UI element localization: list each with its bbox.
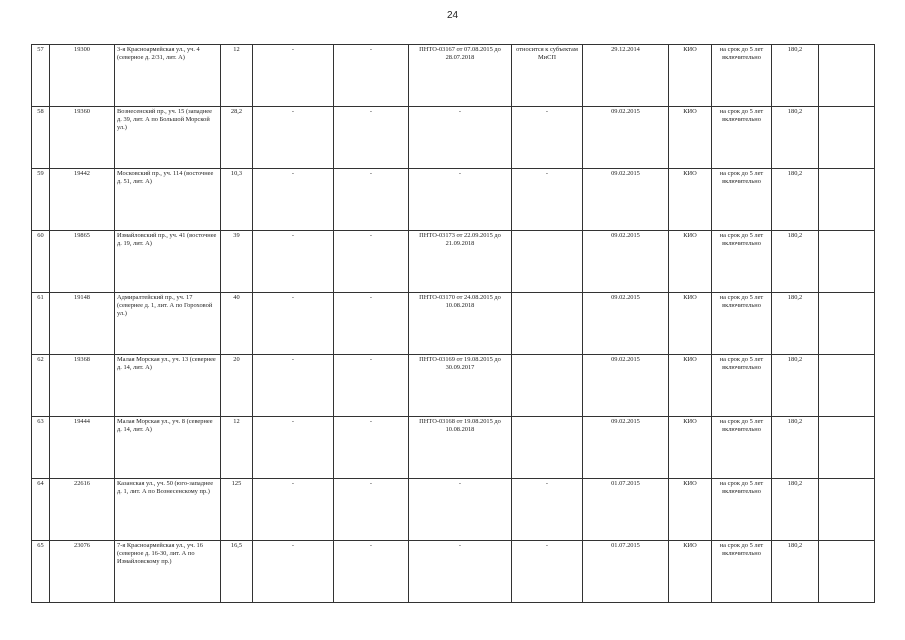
- term-cell: на срок до 5 лет включительно: [712, 355, 772, 417]
- row-number-cell: 64: [32, 479, 50, 541]
- column-8-cell: -: [512, 169, 583, 231]
- date-cell: 09.02.2015: [583, 293, 669, 355]
- term-cell: на срок до 5 лет включительно: [712, 169, 772, 231]
- table-row: [32, 293, 875, 355]
- date-cell: 09.02.2015: [583, 107, 669, 169]
- address-cell: Казанская ул., уч. 50 (юго-западнее д. 1, лит. А по Вознесенскому пр.): [115, 479, 221, 541]
- column-5-cell: -: [253, 355, 334, 417]
- area-cell: 39: [221, 231, 253, 293]
- organization-cell: КИО: [669, 541, 712, 603]
- term-cell: на срок до 5 лет включительно: [712, 45, 772, 107]
- organization-cell: КИО: [669, 355, 712, 417]
- column-12-cell: 180,2: [772, 169, 819, 231]
- area-cell: 10,3: [221, 169, 253, 231]
- column-5-cell: -: [253, 45, 334, 107]
- column-5-cell: -: [253, 541, 334, 603]
- column-6-cell: -: [334, 417, 409, 479]
- document-table: [31, 44, 875, 603]
- table-row: [32, 541, 875, 603]
- row-number-cell: 61: [32, 293, 50, 355]
- column-8-cell: -: [512, 541, 583, 603]
- organization-cell: КИО: [669, 107, 712, 169]
- address-cell: Измайловский пр., уч. 41 (восточнее д. 19, лит. А): [115, 231, 221, 293]
- address-cell: Московский пр., уч. 114 (восточнее д. 51, лит. А): [115, 169, 221, 231]
- table-row: [32, 169, 875, 231]
- column-5-cell: -: [253, 293, 334, 355]
- column-5-cell: -: [253, 169, 334, 231]
- column-5-cell: -: [253, 231, 334, 293]
- date-cell: 29.12.2014: [583, 45, 669, 107]
- date-cell: 01.07.2015: [583, 479, 669, 541]
- term-cell: на срок до 5 лет включительно: [712, 417, 772, 479]
- object-id-cell: 23076: [50, 541, 115, 603]
- row-number-cell: 63: [32, 417, 50, 479]
- column-13-cell: [819, 169, 875, 231]
- term-cell: на срок до 5 лет включительно: [712, 479, 772, 541]
- document-cell: ПНТО-03169 от 19.08.2015 до 30.09.2017: [409, 355, 512, 417]
- column-6-cell: -: [334, 231, 409, 293]
- organization-cell: КИО: [669, 169, 712, 231]
- organization-cell: КИО: [669, 231, 712, 293]
- object-id-cell: 19368: [50, 355, 115, 417]
- date-cell: 09.02.2015: [583, 355, 669, 417]
- table-row: [32, 231, 875, 293]
- column-8-cell: [512, 231, 583, 293]
- object-id-cell: 22616: [50, 479, 115, 541]
- document-cell: ПНТО-03167 от 07.08.2015 до 28.07.2018: [409, 45, 512, 107]
- column-6-cell: -: [334, 479, 409, 541]
- row-number-cell: 57: [32, 45, 50, 107]
- column-8-cell: [512, 293, 583, 355]
- column-5-cell: -: [253, 417, 334, 479]
- row-number-cell: 65: [32, 541, 50, 603]
- area-cell: 40: [221, 293, 253, 355]
- organization-cell: КИО: [669, 293, 712, 355]
- column-12-cell: 180,2: [772, 417, 819, 479]
- table-row: [32, 45, 875, 107]
- term-cell: на срок до 5 лет включительно: [712, 107, 772, 169]
- object-id-cell: 19442: [50, 169, 115, 231]
- object-id-cell: 19360: [50, 107, 115, 169]
- column-13-cell: [819, 293, 875, 355]
- document-cell: ПНТО-03168 от 19.08.2015 до 10.08.2018: [409, 417, 512, 479]
- term-cell: на срок до 5 лет включительно: [712, 231, 772, 293]
- address-cell: 7-я Красноармейская ул., уч. 16 (северное д. 16-30, лит. А по Измайловскому пр.): [115, 541, 221, 603]
- date-cell: 09.02.2015: [583, 169, 669, 231]
- column-13-cell: [819, 45, 875, 107]
- date-cell: 01.07.2015: [583, 541, 669, 603]
- document-cell: ПНТО-03173 от 22.09.2015 до 21.09.2018: [409, 231, 512, 293]
- column-12-cell: 180,2: [772, 355, 819, 417]
- term-cell: на срок до 5 лет включительно: [712, 293, 772, 355]
- column-12-cell: 180,2: [772, 541, 819, 603]
- organization-cell: КИО: [669, 417, 712, 479]
- column-5-cell: -: [253, 107, 334, 169]
- area-cell: 12: [221, 45, 253, 107]
- column-13-cell: [819, 541, 875, 603]
- page-number: 24: [446, 10, 459, 21]
- organization-cell: КИО: [669, 45, 712, 107]
- column-13-cell: [819, 417, 875, 479]
- area-cell: 16,5: [221, 541, 253, 603]
- object-id-cell: 19300: [50, 45, 115, 107]
- area-cell: 28,2: [221, 107, 253, 169]
- column-8-cell: [512, 417, 583, 479]
- column-6-cell: -: [334, 355, 409, 417]
- date-cell: 09.02.2015: [583, 231, 669, 293]
- column-13-cell: [819, 355, 875, 417]
- area-cell: 12: [221, 417, 253, 479]
- column-8-cell: относится к субъектам МиСП: [512, 45, 583, 107]
- object-id-cell: 19444: [50, 417, 115, 479]
- address-cell: Адмиралтейский пр., уч. 17 (севернее д. 1, лит. А по Гороховой ул.): [115, 293, 221, 355]
- address-cell: Малая Морская ул., уч. 13 (севернее д. 14, лит. А): [115, 355, 221, 417]
- table-row: [32, 479, 875, 541]
- column-12-cell: 180,2: [772, 231, 819, 293]
- organization-cell: КИО: [669, 479, 712, 541]
- document-cell: -: [409, 169, 512, 231]
- column-6-cell: -: [334, 107, 409, 169]
- column-12-cell: 180,2: [772, 479, 819, 541]
- column-8-cell: -: [512, 107, 583, 169]
- row-number-cell: 58: [32, 107, 50, 169]
- column-13-cell: [819, 479, 875, 541]
- area-cell: 20: [221, 355, 253, 417]
- row-number-cell: 60: [32, 231, 50, 293]
- table-row: [32, 355, 875, 417]
- table-body: [32, 45, 875, 603]
- column-13-cell: [819, 107, 875, 169]
- column-12-cell: 180,2: [772, 293, 819, 355]
- date-cell: 09.02.2015: [583, 417, 669, 479]
- column-6-cell: -: [334, 293, 409, 355]
- column-5-cell: -: [253, 479, 334, 541]
- document-cell: -: [409, 541, 512, 603]
- row-number-cell: 62: [32, 355, 50, 417]
- column-6-cell: -: [334, 169, 409, 231]
- object-id-cell: 19148: [50, 293, 115, 355]
- term-cell: на срок до 5 лет включительно: [712, 541, 772, 603]
- column-13-cell: [819, 231, 875, 293]
- column-8-cell: -: [512, 479, 583, 541]
- column-6-cell: -: [334, 45, 409, 107]
- document-cell: -: [409, 107, 512, 169]
- column-12-cell: 180,2: [772, 107, 819, 169]
- document-cell: ПНТО-03170 от 24.08.2015 до 10.08.2018: [409, 293, 512, 355]
- address-cell: Малая Морская ул., уч. 8 (севернее д. 14, лит. А): [115, 417, 221, 479]
- table-row: [32, 417, 875, 479]
- row-number-cell: 59: [32, 169, 50, 231]
- column-6-cell: -: [334, 541, 409, 603]
- document-cell: -: [409, 479, 512, 541]
- object-id-cell: 19865: [50, 231, 115, 293]
- address-cell: 3-я Красноармейская ул., уч. 4 (северное д. 2/31, лит. А): [115, 45, 221, 107]
- table-row: [32, 107, 875, 169]
- column-8-cell: [512, 355, 583, 417]
- area-cell: 125: [221, 479, 253, 541]
- address-cell: Вознесенский пр., уч. 15 (западнее д. 39, лит. А по Большой Морской ул.): [115, 107, 221, 169]
- column-12-cell: 180,2: [772, 45, 819, 107]
